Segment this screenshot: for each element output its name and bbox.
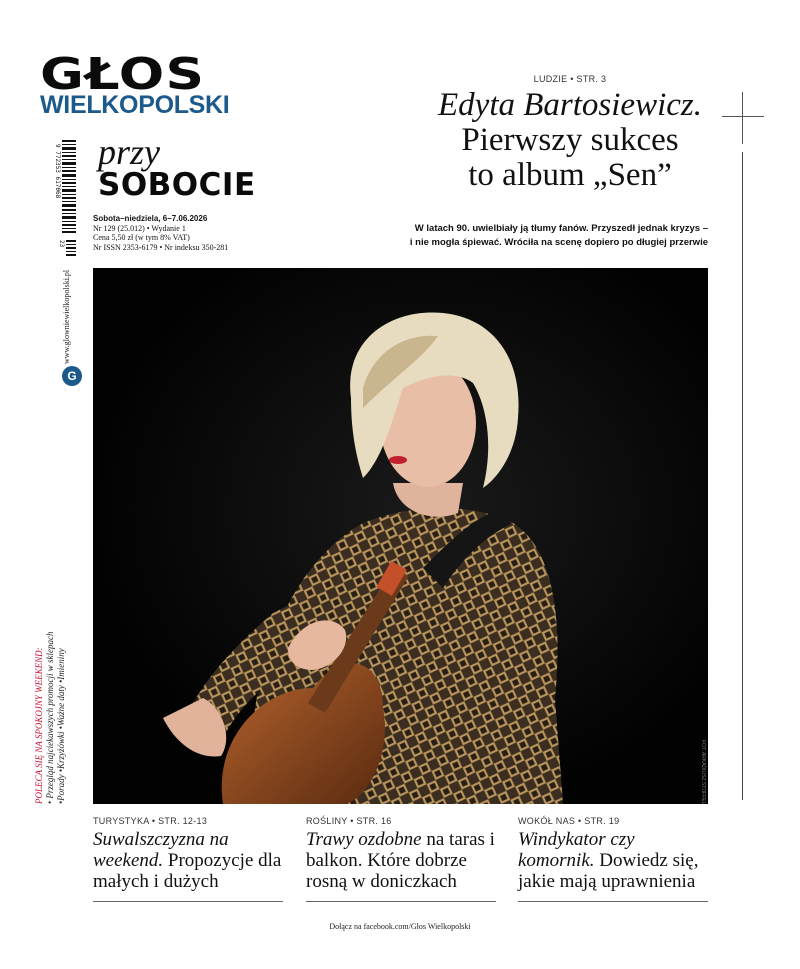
supplement-sobocie: SOBOCIE	[98, 167, 256, 203]
logo-glos: GŁOS	[40, 49, 206, 100]
right-margin-rule	[742, 152, 743, 800]
lead-line2: i nie mogła śpiewać. Wróciła na scenę dopiero po długiej przerwie	[409, 237, 708, 248]
edition-number: Nr 129 (25.012) • Wydanie 1	[93, 223, 186, 233]
teaser-kicker: WOKÓŁ NAS • STR. 19	[518, 816, 620, 826]
cover-photo	[93, 268, 708, 804]
teaser-rule	[93, 901, 283, 902]
barcode-addon: 23	[58, 240, 65, 248]
edition-price: Cena 5,50 zł (w tym 8% VAT)	[93, 233, 190, 242]
teaser-around-us[interactable]	[518, 816, 708, 892]
teaser-body: Dowiedz się, jakie mają uprawnienia	[518, 850, 699, 892]
crop-mark-horizontal	[722, 116, 764, 117]
crop-mark-vertical	[742, 92, 743, 144]
website-url[interactable]: www.glowniewielkopolski.pl	[62, 269, 71, 364]
facebook-footer[interactable]: Dołącz na facebook.com/Głos Wielkopolski	[329, 922, 471, 931]
headline-line2: Pierwszy sukces	[461, 122, 679, 158]
photo-credit: FOT. ARKADIUSZ STOFFEL	[700, 740, 706, 805]
supplement-przy: przy	[98, 132, 160, 172]
promo-line1: • Przegląd najciekawszych promocji w sklepach	[45, 631, 55, 804]
edition-issn: Nr ISSN 2353-6179 • Nr indeksu 350-281	[93, 242, 229, 252]
teaser-italic: Suwalszczyzna na weekend.	[93, 829, 229, 871]
promo-heading: POLECA SIĘ NA SPOKOJNY WEEKEND:	[34, 647, 44, 804]
barcode-number: 9 772353 617068	[54, 144, 61, 199]
teaser-italic: Trawy ozdobne	[306, 829, 422, 850]
teaser-text	[306, 829, 496, 892]
singer-illustration	[93, 268, 708, 804]
lead-line1: W latach 90. uwielbiały ją tłumy fanów. Przyszedł jednak kryzys –	[414, 223, 708, 234]
edition-info	[93, 214, 293, 252]
logo-wielkopolski: WIELKOPOLSKI	[40, 91, 230, 119]
main-story-headline[interactable]	[420, 88, 720, 193]
teaser-plants[interactable]	[306, 816, 496, 892]
teaser-body: Propozycje dla małych i dużych	[93, 850, 282, 892]
teaser-tourism[interactable]	[93, 816, 283, 892]
teaser-text	[93, 829, 283, 892]
barcode-icon	[40, 140, 80, 258]
teaser-kicker: ROŚLINY • STR. 16	[306, 816, 392, 826]
brand-badge-icon: G	[62, 366, 82, 386]
teaser-italic: Windykator czy komornik.	[518, 829, 635, 871]
main-story-kicker: LUDZIE • STR. 3	[533, 74, 607, 84]
teaser-kicker: TURYSTYKA • STR. 12-13	[93, 816, 208, 826]
teaser-text	[518, 829, 708, 892]
promo-line2: •Porady •Krzyżówki •Ważne daty •Imieniny	[56, 648, 66, 804]
teaser-rule	[518, 901, 708, 902]
headline-italic: Edyta Bartosiewicz.	[438, 87, 702, 123]
teaser-rule	[306, 901, 496, 902]
weekend-promo	[34, 620, 84, 804]
edition-date: Sobota–niedziela, 6–7.06.2026	[93, 214, 208, 223]
teaser-body: na taras i balkon. Które dobrze rosną w doniczkach	[306, 829, 495, 892]
headline-line3: to album „Sen”	[468, 157, 672, 193]
main-story-lead	[380, 222, 708, 250]
